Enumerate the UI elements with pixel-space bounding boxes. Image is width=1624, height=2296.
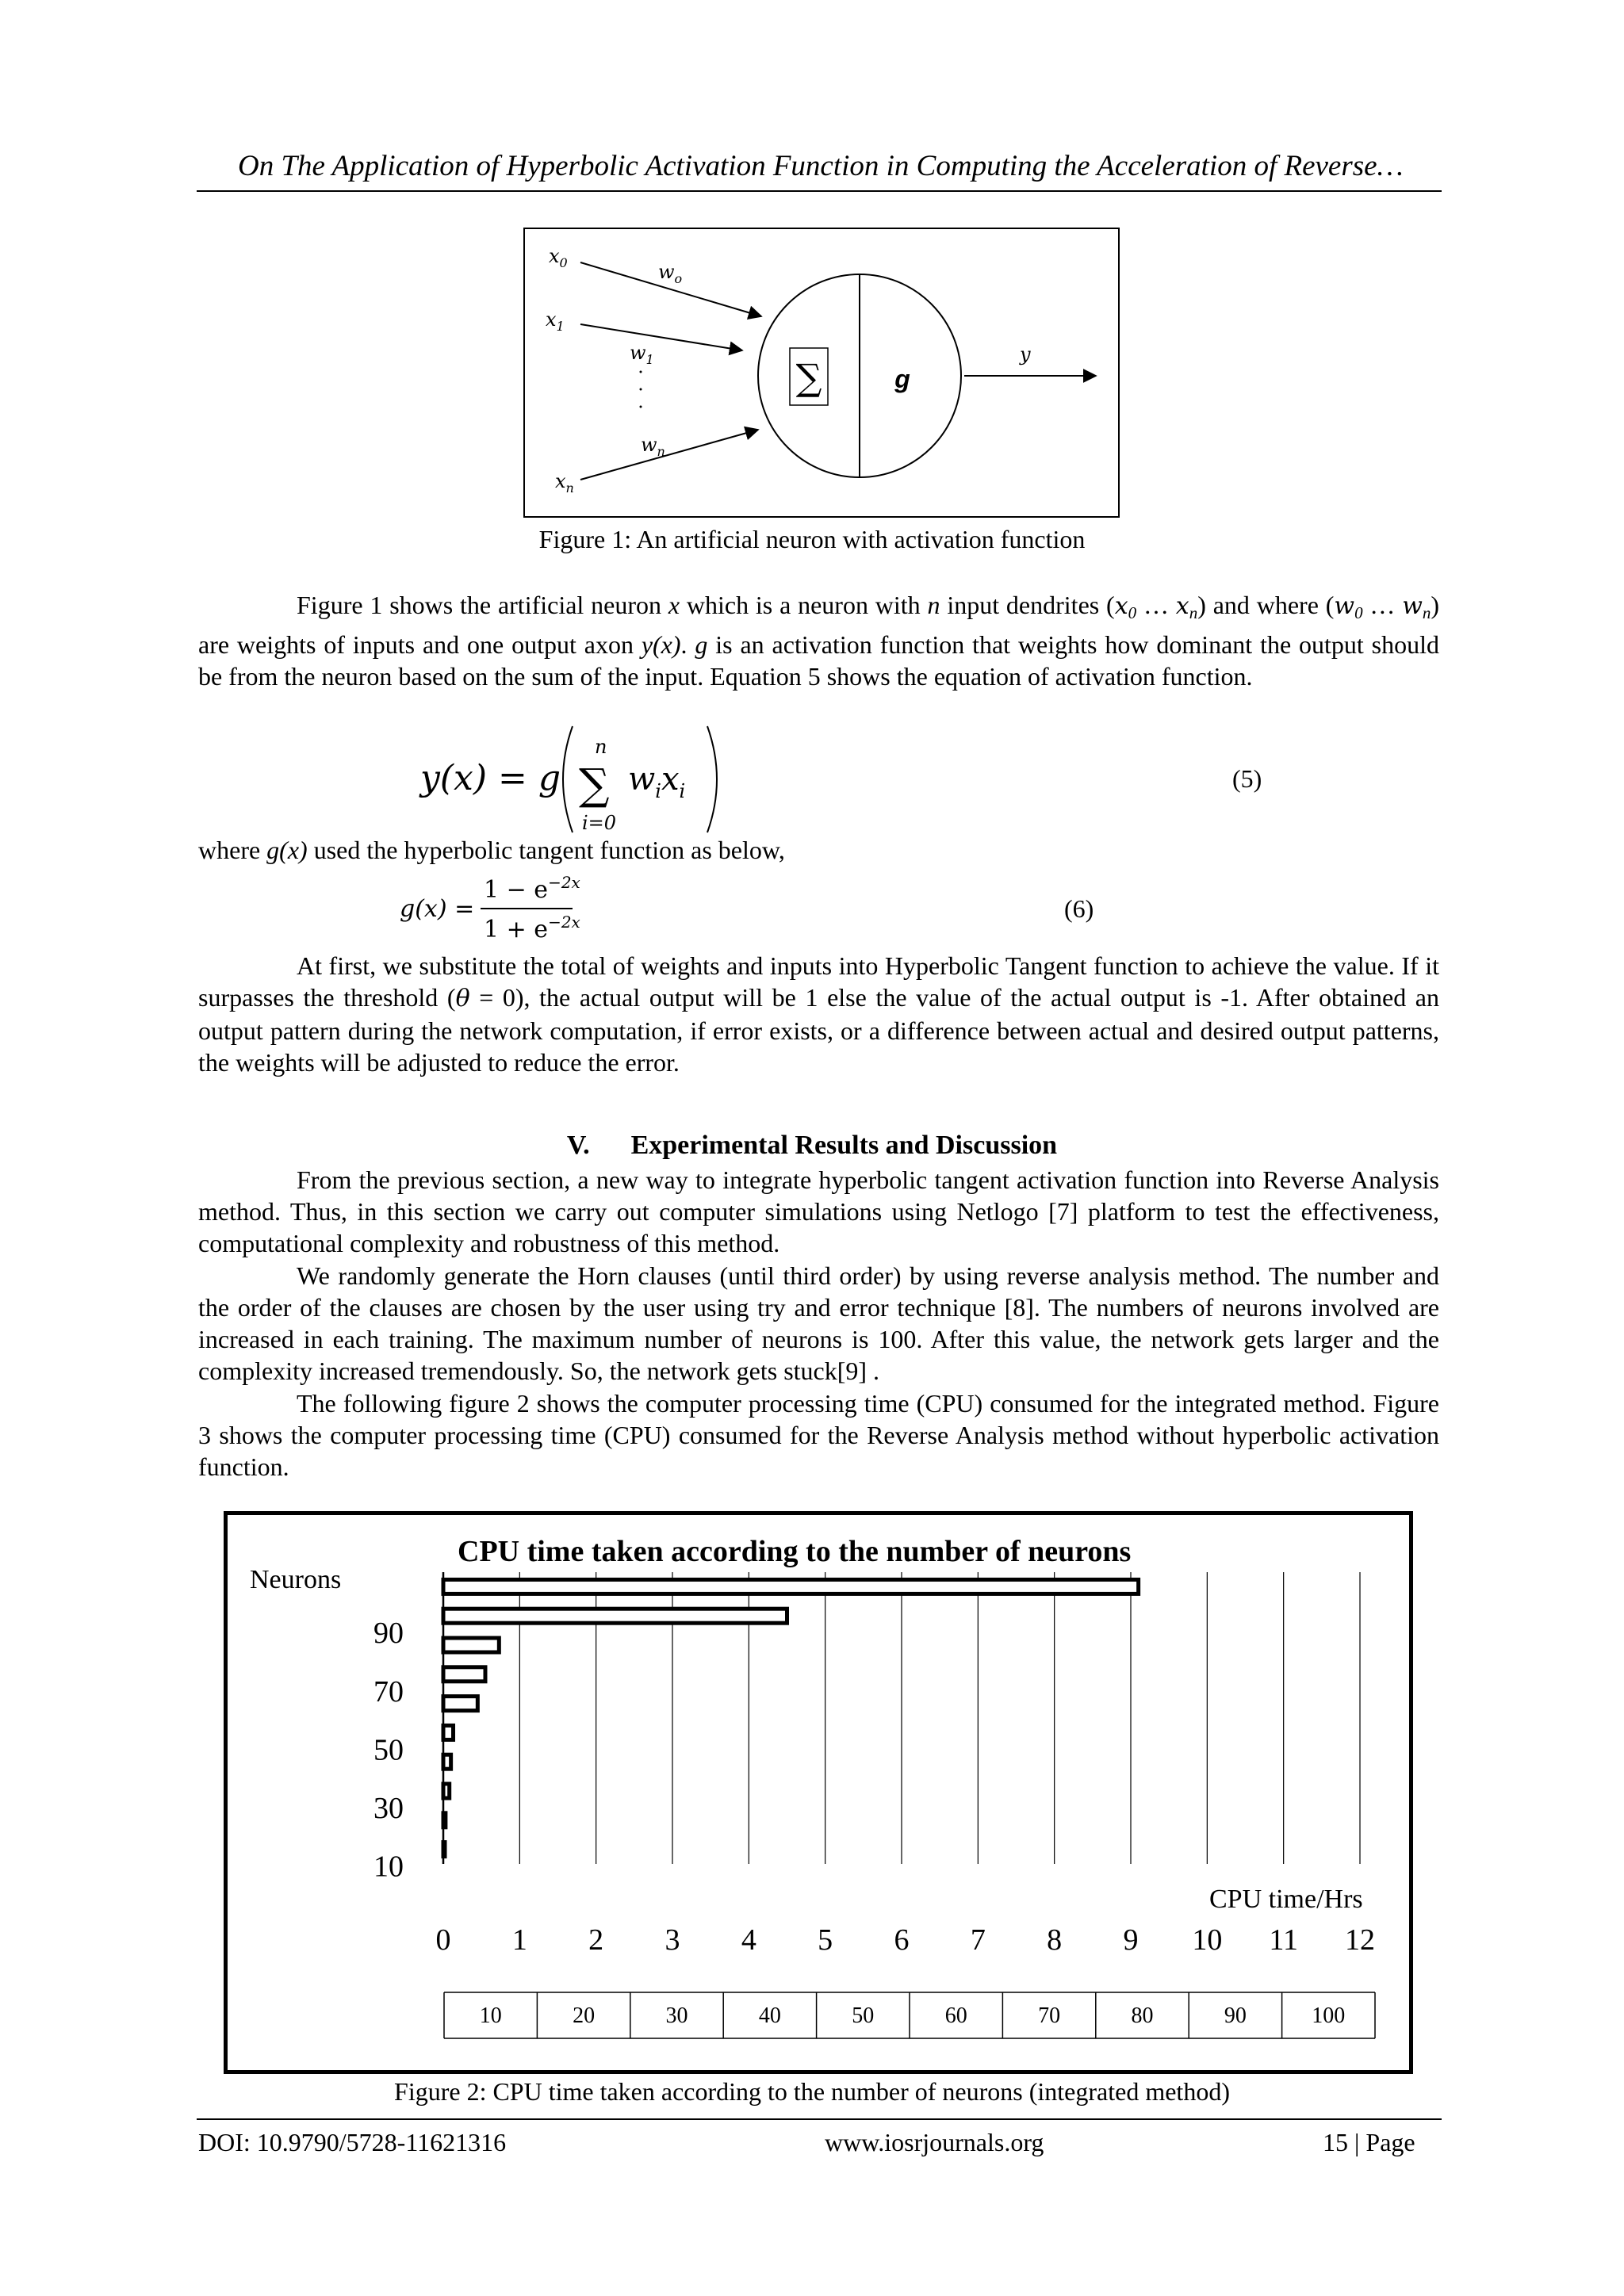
table-cell-label: 50 [852, 2003, 875, 2028]
y-tick-label: 50 [373, 1733, 404, 1767]
label-w1: $w_1$ [630, 342, 654, 367]
label-wn: $w_n$ [641, 434, 665, 459]
eq5-upper: n [595, 736, 607, 758]
chart-y-ticks [373, 1617, 404, 1883]
table-cell-label: 40 [758, 2003, 781, 2028]
bar-80 [443, 1638, 499, 1652]
bar-40 [443, 1755, 451, 1769]
figure1-caption: Figure 1: An artificial neuron with activation function [538, 525, 1086, 553]
footer-page-number: 15 | Page [1323, 2128, 1415, 2156]
table-cell-label: 10 [479, 2003, 502, 2028]
x-tick-label: 7 [970, 1923, 986, 1957]
ellipsis-dot [640, 388, 642, 391]
activation-g: g [894, 365, 910, 393]
y-tick-label: 70 [373, 1674, 404, 1709]
y-tick-label: 10 [373, 1850, 404, 1884]
table-cell-label: 70 [1038, 2003, 1061, 2028]
bar-60 [443, 1697, 477, 1711]
eq5-term: $w_ix_i$ [628, 761, 686, 802]
x-tick-label: 3 [665, 1923, 680, 1957]
y-tick-label: 30 [373, 1792, 404, 1825]
figure2-caption: Figure 2: CPU time taken according to the number of neurons (integrated method) [394, 2077, 1230, 2106]
bar-10 [443, 1843, 445, 1857]
table-cell-label: 80 [1131, 2003, 1154, 2028]
figure1-neuron-diagram [523, 228, 1120, 518]
bar-70 [443, 1667, 485, 1682]
label-x0: $x_0$ [549, 245, 568, 270]
x-tick-label: 5 [818, 1923, 833, 1957]
running-header: On The Application of Hyperbolic Activation Function in Computing the Acceleration of Reverse… [238, 150, 1404, 182]
equation-5-number: (5) [1232, 764, 1262, 793]
section-heading: V. Experimental Results and Discussion [566, 1131, 1058, 1160]
chart-bars [443, 1579, 1139, 1856]
bar-100 [443, 1579, 1139, 1594]
paragraph-1: Figure 1 shows the artificial neuron x which is a neuron with n input dendrites ($x_0$ … $x_n$) and where ($w_0$ … $w_n$) are weights of inputs and one output axon y(x). g is an activation function that weights how dominant the output should be from the neuron based on the sum of the input. Equation 5 shows the equation of activation function. [198, 591, 1440, 691]
footer-rule [197, 2118, 1442, 2120]
x-tick-label: 8 [1047, 1923, 1063, 1957]
bar-50 [443, 1725, 454, 1739]
x-tick-label: 0 [435, 1923, 451, 1957]
equation-6-number: (6) [1064, 894, 1094, 923]
chart-title: CPU time taken according to the number of neurons [458, 1535, 1132, 1568]
cpu-time-chart [228, 1515, 1409, 2070]
paragraph-5: The following figure 2 shows the computer processing time (CPU) consumed for the integrated method. Figure 3 shows the computer processing time (CPU) consumed for the Reverse Analysis method without hyperbolic activation function. [198, 1389, 1439, 1481]
x-tick-label: 6 [894, 1923, 910, 1957]
header-rule [197, 190, 1442, 192]
x-tick-label: 4 [741, 1923, 756, 1957]
bar-90 [443, 1609, 787, 1623]
equation-5 [412, 720, 761, 839]
paragraph-4: We randomly generate the Horn clauses (until third order) by using reverse analysis method. The number and the order of the clauses are chosen by the user using try and error technique [8]. The numbers of neurons involved are increased in each training. The maximum number of neurons is 100. After this value, the network gets larger and the complexity increased tremendously. So, the network gets stuck[9] . [198, 1261, 1439, 1385]
label-w0: $w_o$ [658, 261, 683, 286]
eq6-numerator: $1 - e^{-2x}$ [484, 873, 580, 904]
paragraph-3: From the previous section, a new way to integrate hyperbolic tangent activation function into Reverse Analysis method. Thus, in this section we carry out computer simulations using Netlogo [7] platform to test the effectiveness, computational complexity and robustness of this method. [198, 1165, 1439, 1257]
table-cell-label: 100 [1312, 2003, 1346, 2028]
bar-30 [443, 1784, 450, 1798]
footer-doi: DOI: 10.9790/5728-11621316 [198, 2128, 507, 2156]
eq6-denominator: $1 + e^{-2x}$ [484, 913, 580, 943]
table-cell-label: 20 [573, 2003, 596, 2028]
table-cell-label: 30 [665, 2003, 688, 2028]
eq5-left-paren [563, 726, 573, 832]
y-tick-label: 90 [373, 1617, 404, 1651]
output-y: y [1020, 343, 1031, 365]
ellipsis-dot [640, 406, 642, 408]
x-tick-label: 9 [1123, 1923, 1139, 1957]
bar-20 [443, 1813, 446, 1827]
eq5-lhs: y(x) = g [420, 758, 561, 798]
x-tick-label: 12 [1345, 1923, 1375, 1957]
chart-y-axis-label: Neurons [250, 1565, 342, 1594]
footer-website[interactable]: www.iosrjournals.org [825, 2128, 1044, 2156]
eq6-lhs: g(x) = [400, 895, 475, 923]
table-cell-label: 60 [944, 2003, 967, 2028]
label-x1: $x_1$ [546, 308, 565, 334]
ellipsis-dot [640, 371, 642, 373]
eq5-sigma: ∑ [579, 760, 610, 809]
paragraph-2: At first, we substitute the total of weights and inputs into Hyperbolic Tangent function to achieve the value. If it surpasses the threshold (θ = 0), the actual output will be 1 else the value of the actual output is -1. After obtained an output pattern during the network computation, if error exists, or a difference between actual and desired output patterns, the weights will be adjusted to reduce the error. [198, 951, 1440, 1077]
x-tick-label: 2 [588, 1923, 604, 1957]
x-tick-label: 11 [1269, 1923, 1298, 1957]
eq5-right-paren [707, 726, 717, 832]
figure2-chart-frame [224, 1511, 1413, 2074]
table-cell-label: 90 [1224, 2003, 1247, 2028]
chart-data-table [444, 1992, 1375, 2038]
chart-x-axis-label: CPU time/Hrs [1209, 1885, 1363, 1914]
eq5-lower: i=0 [582, 812, 617, 834]
where-line: where g(x) used the hyperbolic tangent function as below, [198, 836, 785, 864]
sum-symbol: ∑ [795, 356, 822, 399]
chart-x-ticks [436, 1923, 1376, 1957]
equation-6 [396, 867, 603, 947]
label-xn: $x_n$ [555, 470, 574, 496]
x-tick-label: 1 [511, 1923, 527, 1957]
x-tick-label: 10 [1192, 1923, 1223, 1957]
